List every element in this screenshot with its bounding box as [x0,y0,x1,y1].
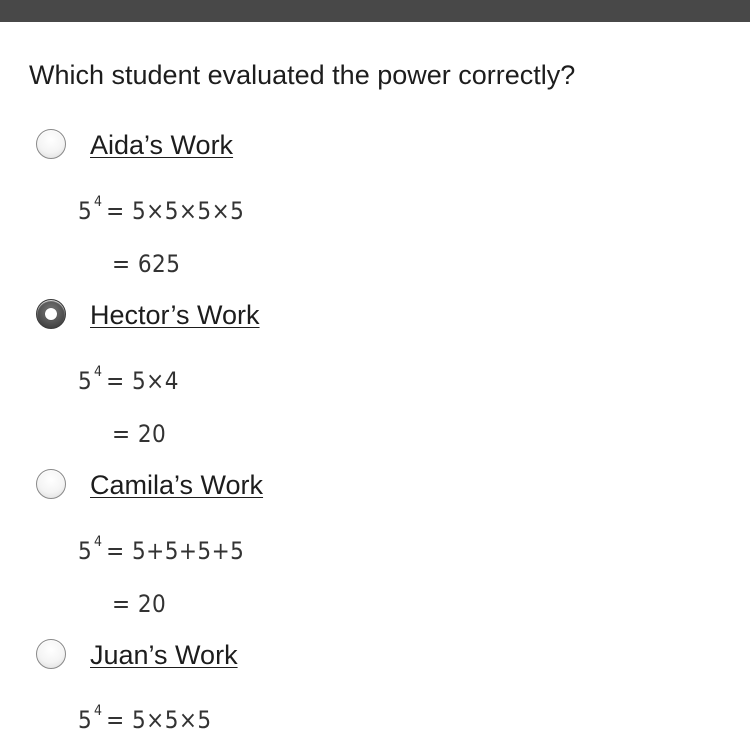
option-camila[interactable] [0,465,750,505]
expansion: = 5+5+5+5 [106,537,245,565]
base: 5 [78,367,93,395]
base: 5 [78,197,93,225]
work-result-camila: = 20 [112,590,167,618]
base: 5 [78,706,93,734]
expansion: = 5×4 [106,367,179,395]
work-result-aida: = 625 [112,250,181,278]
option-label-aida[interactable]: Aida’s Work [90,130,234,160]
radio-button-juan[interactable] [36,639,66,669]
option-aida[interactable] [0,125,750,165]
option-label-juan[interactable]: Juan’s Work [90,640,238,670]
work-expansion-juan [78,703,212,734]
radio-dot [45,308,57,320]
work-expansion-camila [78,534,245,565]
radio-button-hector[interactable] [36,299,66,329]
exponent: 4 [94,194,103,210]
exponent: 4 [94,703,103,719]
radio-button-camila[interactable] [36,469,66,499]
exponent: 4 [94,534,103,550]
base: 5 [78,537,93,565]
expansion: = 5×5×5 [106,706,212,734]
work-expansion-aida [78,194,245,225]
exponent: 4 [94,364,103,380]
expansion: = 5×5×5×5 [106,197,245,225]
option-label-hector[interactable]: Hector’s Work [90,300,260,330]
work-expansion-hector [78,364,179,395]
option-juan[interactable] [0,635,750,675]
work-result-hector: = 20 [112,420,167,448]
option-hector[interactable] [0,295,750,335]
radio-button-aida[interactable] [36,129,66,159]
question-text: Which student evaluated the power correctly? [29,60,576,90]
option-label-camila[interactable]: Camila’s Work [90,470,264,500]
top-bar [0,0,750,22]
